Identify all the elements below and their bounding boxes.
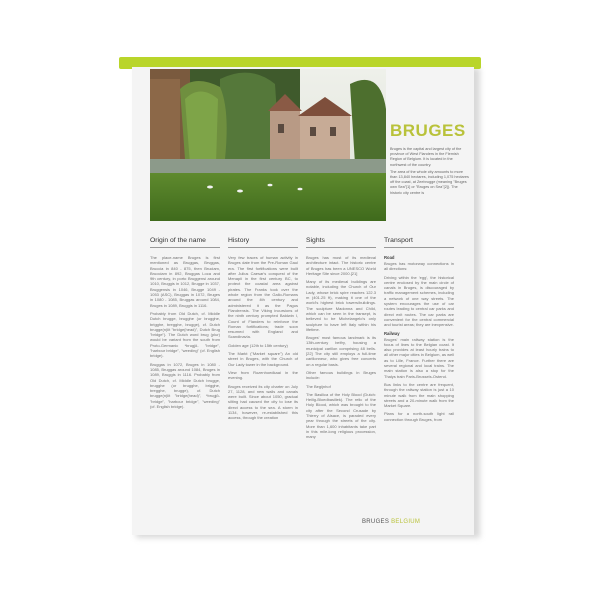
- sidebar: [390, 122, 470, 196]
- section-heading: History: [228, 237, 298, 248]
- section-heading: Sights: [306, 237, 376, 248]
- body-paragraph: Bruges received its city charter on July 27, 1128, and new walls and canals were built. Since about 1050, gradual silting had caused the city to lose its direct access to the sea. A storm in 1134, however, re-established this access, through the creation: [228, 383, 298, 421]
- sidebar-intro: Bruges is the capital and largest city of the province of West Flanders in the Flemish Region of Belgium. It is located in the northwest of the country.: [390, 147, 462, 167]
- body-paragraph: Plans for a north-south light rail connection through Bruges, from: [384, 411, 454, 422]
- section-column: [306, 237, 376, 443]
- body-paragraph: Bruges' most famous landmark is its 13th-century belfry, housing a municipal carillon comprising 48 bells.[22] The city still employs a full-time carillonneur, who gives free concerts on a regular basis.: [306, 335, 376, 367]
- body-paragraph: Very few traces of human activity in Bruges date from the Pre-Roman Gaul era. The first fortifications were built after Julius Caesar's conquest of the Menapii in the first century BC, to protect the coastal area against pirates. The Franks took over the whole region from the Gallo-Romans around the 4th century and administered it as the Pagus Flandrensis. The Viking incursions of the ninth century prompted Baldwin I, Count of Flanders to reinforce the Roman fortifications; trade soon resumed with England and Scandinavia.: [228, 255, 298, 340]
- section-column: [150, 237, 220, 443]
- content-columns: [150, 237, 456, 443]
- section-heading: Origin of the name: [150, 237, 220, 248]
- body-paragraph: Probably from Old Dutch, cf. Middle Dutch brugge, brugghe (or brugghe, brigghe, bregghe, brugge), cf. Dutch brugge(n)lit "bridge(head)", Dutch Brug "bridge"). The Dutch word brug (plur) would be variant from the south from Proto-Germanic *brugjō- "bridge", "harbour bridge", "weeding" (cf. English bridge).: [150, 310, 220, 359]
- body-paragraph: Driving within the 'egg', the historical centre enclosed by the main circle of canals in Bruges, is discouraged by traffic management schemes, including a network of one way streets. The system encourages the use of car routes leading to central car parks and direct exit routes. The car parks are convenient for the central commercial and tourist areas; they are inexpensive.: [384, 274, 454, 328]
- section-column: [228, 237, 298, 443]
- subsection-heading: Road: [384, 255, 395, 260]
- bruges-canal-photo: [150, 69, 386, 221]
- body-paragraph: Golden age (12th to 15th century): [228, 342, 288, 348]
- page-title: BRUGES: [390, 121, 466, 140]
- sidebar-area: The area of the whole city amounts to more than 13,840 hectares, including 1,075 hectares off the coast, at Zeebrugge (meaning "Bruges own Sea"[1] or "Bruges on Sea"[2]). The historic city centre is: [390, 169, 469, 195]
- body-paragraph: The Basilica of the Holy Blood (Dutch: Heilig-Bloedbasiliek). The relic of the Holy Blood, which was brought to the city after the Second Crusade by Thierry of Alsace, is paraded every year through the streets of the city. More than 1,600 inhabitants take part in this mile-long religious procession, many: [306, 391, 376, 440]
- body-paragraph: Many of its medieval buildings are notable, including the Church of Our Lady, whose brick spire reaches 122.3 m (401.25 ft), making it one of the world's highest brick towers/buildings. The sculpture Madonna and Child, which can be seen in the transept, is believed to be Michelangelo's only sculpture to have left Italy within his lifetime.: [306, 279, 376, 332]
- footer-brand: [362, 519, 420, 525]
- subsection-heading: Railway: [384, 330, 400, 336]
- footer-city: BRUGES: [362, 519, 390, 525]
- section-heading: Transport: [384, 237, 454, 248]
- body-paragraph: The Begijnhof: [306, 383, 331, 389]
- section-column: [384, 237, 454, 443]
- body-paragraph: Bruges has motorway connections in all directions:: [384, 261, 454, 272]
- body-paragraph: Bruggas in 1072, Bruges in 1080 - 1085, Bruggas around 1084, Bruges in 1089, Bruggis in 1116. Probably from Old Dutch, cf. Middle Dutch brugge, brugghe (or brugghe, brigghe, bregghe, brugge), cf. Dutch brugge(n)lit "bridge(head)", *brugjō- "bridge", "harbour bridge", "weeding" (cf. English bridge).: [150, 361, 220, 410]
- body-paragraph: Other famous buildings in Bruges include:: [306, 369, 376, 381]
- body-paragraph: Bus links to the centre are frequent, through the railway station is just a 10 minute walk from the main shopping streets and a 20-minute walk from the Market Square.: [384, 381, 454, 409]
- body-paragraph: View from Rozenhoedkaai in the evening.: [228, 369, 298, 381]
- body-paragraph: Bruges' main railway station is the focus of lines to the Belgian coast. It also provides at least hourly trains to all other major cities in Belgium, as well as to Lille, France. Further there are several regional and local trains. The main station is also a stop for the Thalys train Paris-Brussels-Ostend.: [384, 336, 454, 379]
- body-paragraph: Bruges has most of its medieval architecture intact. The historic centre of Bruges has been a UNESCO World Heritage Site since 2000.[21]: [306, 255, 376, 276]
- poster-sheet: [132, 67, 474, 535]
- footer-country: BELGIUM: [391, 519, 421, 525]
- body-paragraph: The place-name Bruges is first mentioned as Bruggas, Brvggas, Bruccia in 840 - 875, then Bruciam, Bruociam in 892, Bruggas Loca and 9th century, in porto Bruggensi around 1010, Bruggis in 1012, Brugge in 1037, Bruggensis in 1046, Brugge 1049 - 1053 (ASC), Bruggas in 1072, Bruges in 1080 - 1085, Bruggas around 1084, Bruges in 1089, Bruggis in 1116.: [150, 255, 220, 308]
- body-paragraph: The Markt ("Market square") An old street in Bruges, with the Church of Our Lady tower in the background.: [228, 351, 298, 367]
